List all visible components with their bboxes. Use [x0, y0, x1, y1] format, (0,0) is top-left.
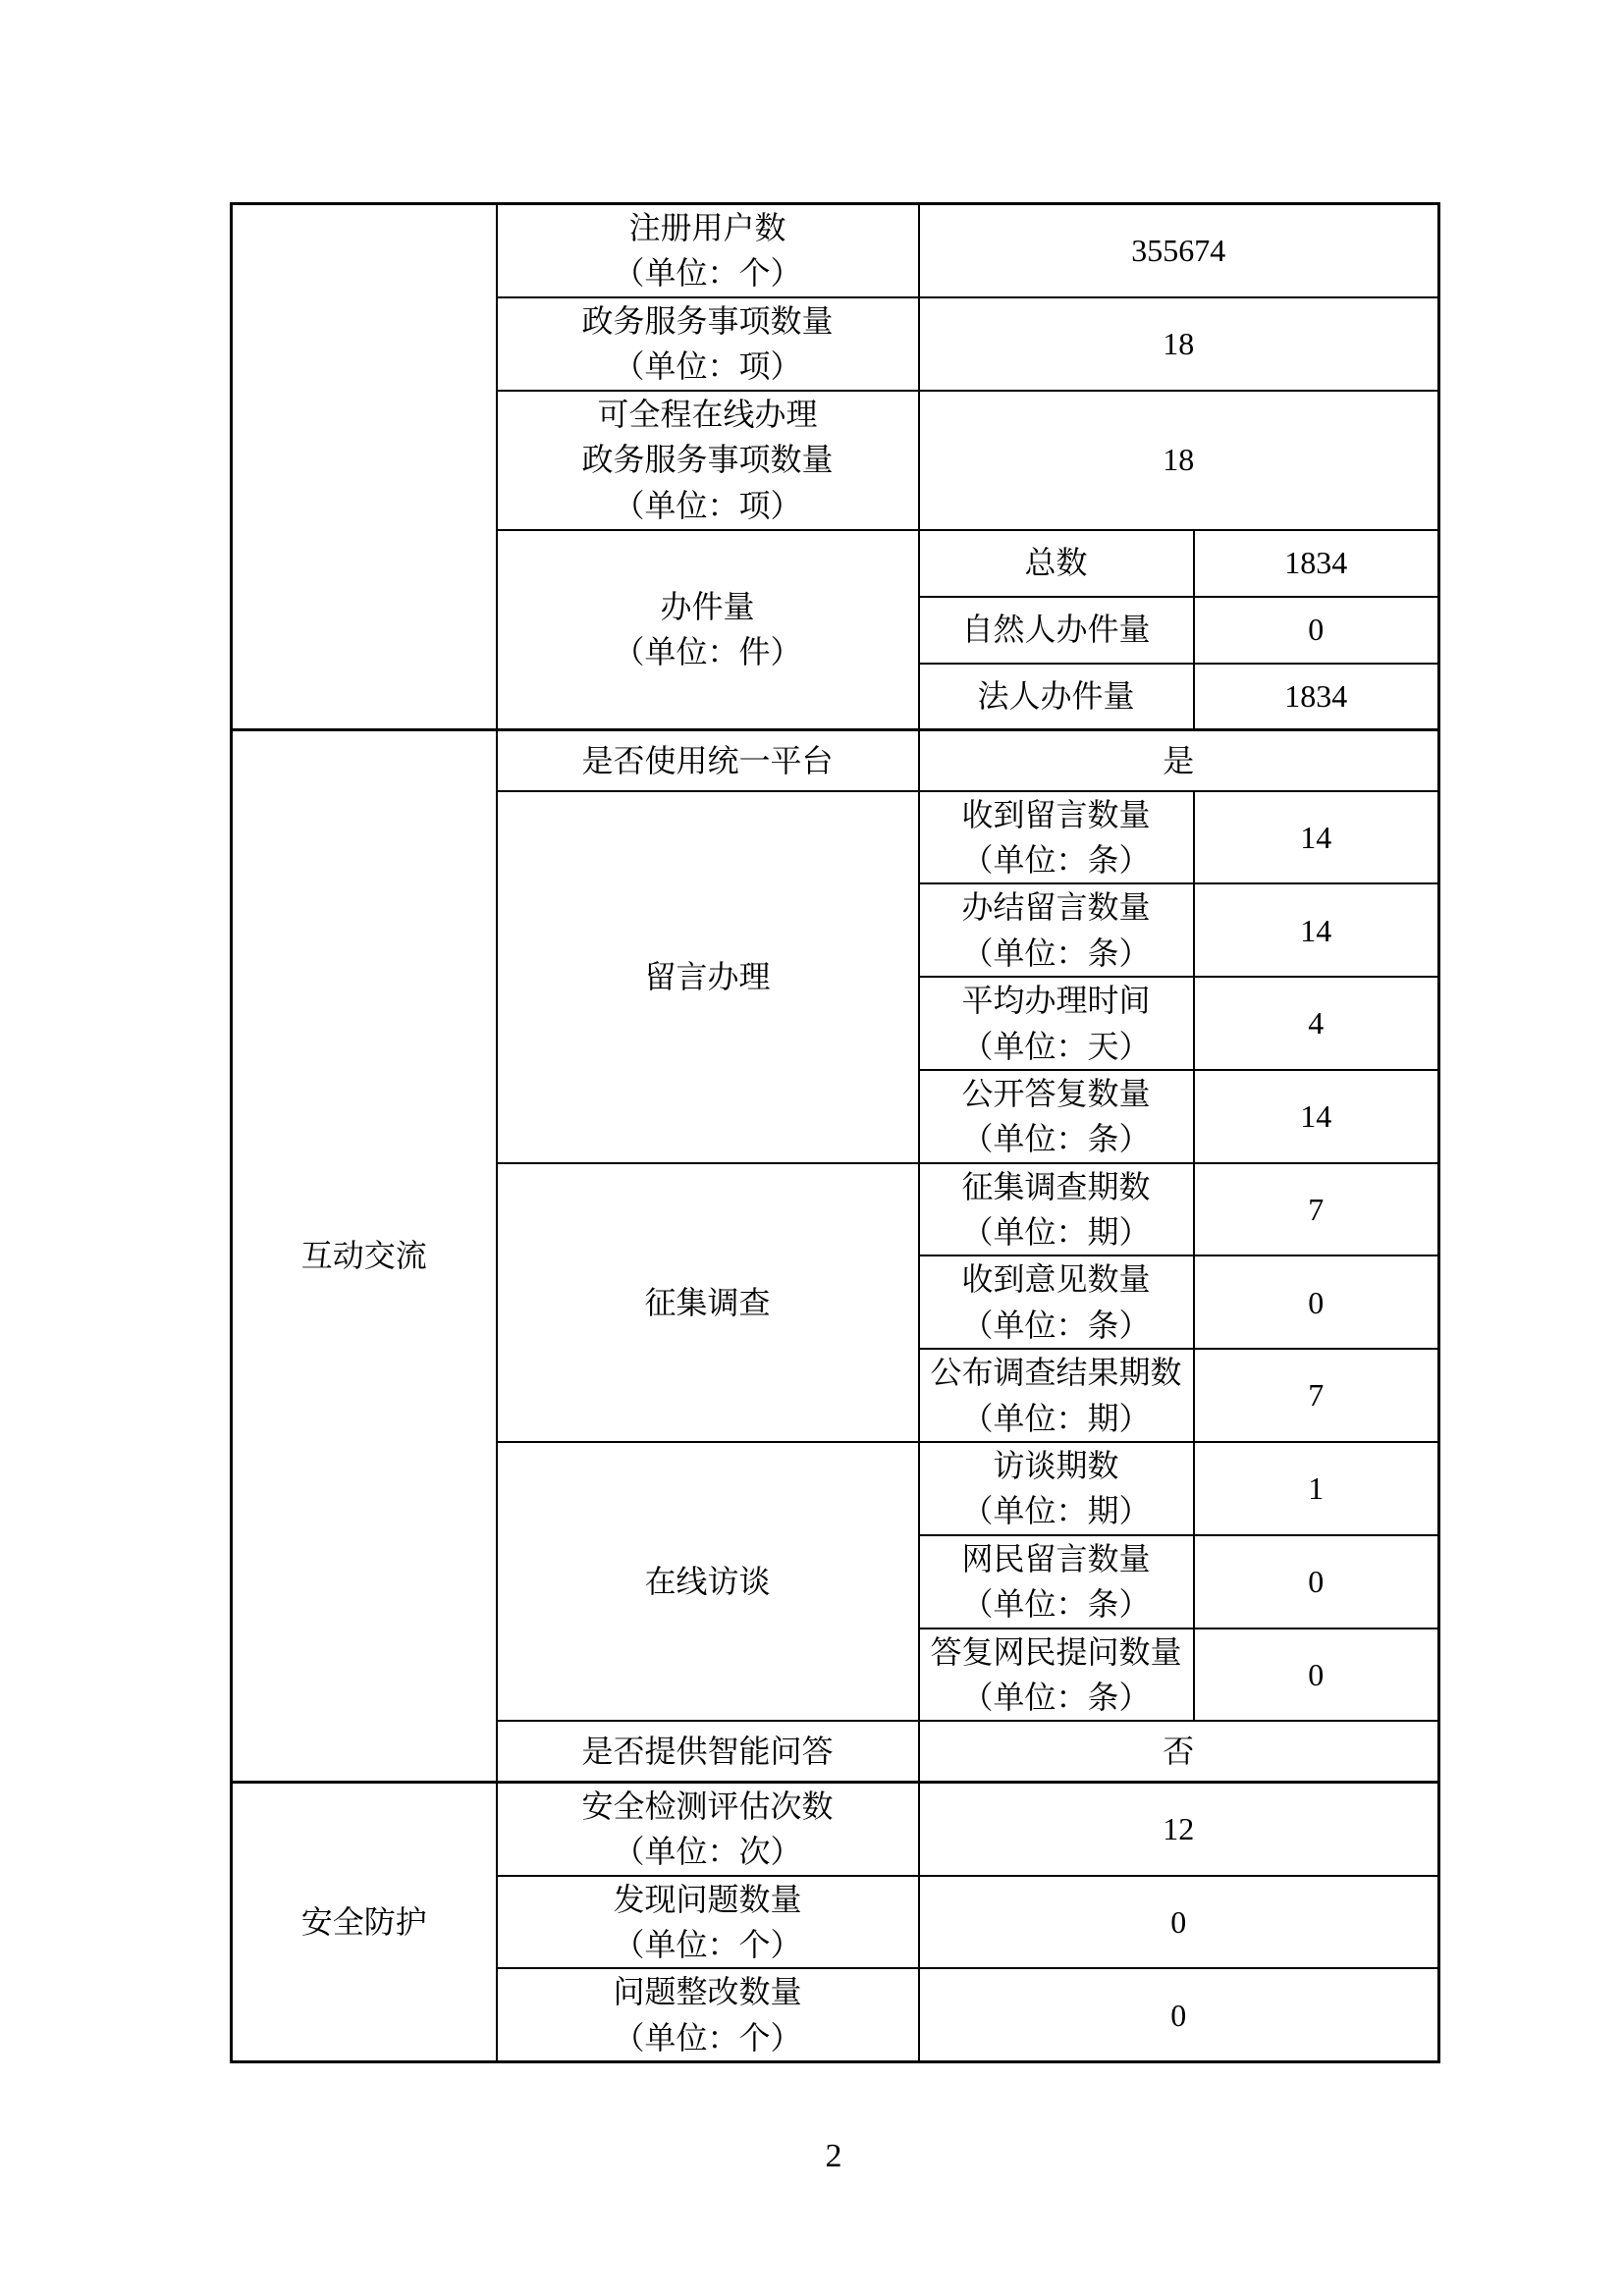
unified-platform-value-cell	[919, 730, 1439, 791]
submetric-value: 1834	[1284, 678, 1348, 715]
metric-label-line2: 政务服务事项数量	[581, 442, 834, 478]
submetric-unit: （单位：条）	[961, 934, 1151, 971]
group-label: 办件量	[660, 588, 755, 624]
survey-issues-label-cell	[919, 1163, 1194, 1256]
section-security-title-cell	[232, 1782, 497, 2061]
banjian-natural-value-cell	[1194, 597, 1439, 664]
opinions-received-label-cell	[919, 1255, 1194, 1349]
interview-issues-value-cell	[1194, 1442, 1439, 1535]
metric-unit: （单位：个）	[613, 1927, 802, 1963]
metric-unit: （单位：个）	[613, 255, 802, 292]
smart-qa-value-cell	[919, 1721, 1439, 1782]
metric-label: 政务服务事项数量	[581, 302, 834, 339]
group-label: 征集调查	[644, 1284, 771, 1320]
survey-issues-value-cell	[1194, 1163, 1439, 1256]
submetric-unit: （单位：条）	[961, 1679, 1151, 1715]
submetric-value: 1834	[1284, 545, 1348, 581]
submetric-value: 0	[1308, 612, 1325, 648]
metric-label: 可全程在线办理	[597, 396, 818, 432]
service-items-label-cell	[497, 297, 919, 391]
banjian-total-value-cell	[1194, 530, 1439, 597]
metric-unit: （单位：次）	[613, 1834, 802, 1870]
metric-label: 安全检测评估次数	[581, 1788, 834, 1824]
metric-value: 18	[1163, 442, 1195, 478]
online-service-items-value-cell	[919, 391, 1439, 530]
submetric-label: 公开答复数量	[961, 1075, 1151, 1111]
messages-resolved-value-cell	[1194, 883, 1439, 977]
messages-received-label-cell	[919, 791, 1194, 884]
opinions-received-value-cell	[1194, 1255, 1439, 1349]
page-number: 2	[825, 2138, 842, 2174]
online-service-items-label-cell	[497, 391, 919, 530]
submetric-value: 7	[1308, 1191, 1325, 1227]
metric-unit: （单位：项）	[613, 487, 802, 523]
submetric-label: 公布调查结果期数	[930, 1355, 1182, 1391]
report-table	[230, 202, 1440, 2063]
submetric-value: 14	[1300, 1098, 1332, 1135]
submetric-label: 收到意见数量	[961, 1261, 1151, 1298]
smart-qa-label-cell	[497, 1721, 919, 1782]
group-label: 留言办理	[644, 958, 771, 994]
submetric-label: 网民留言数量	[961, 1540, 1151, 1576]
table-row	[232, 1782, 1439, 1875]
submetric-label: 答复网民提问数量	[930, 1633, 1182, 1670]
banjian-group-label-cell	[497, 530, 919, 730]
problems-found-value-cell	[919, 1876, 1439, 1969]
message-handling-group-label-cell	[497, 791, 919, 1163]
submetric-unit: （单位：条）	[961, 1121, 1151, 1157]
metric-value: 355674	[1131, 233, 1226, 269]
metric-label: 发现问题数量	[613, 1881, 802, 1917]
interview-group-label-cell	[497, 1442, 919, 1721]
survey-results-label-cell	[919, 1349, 1194, 1442]
service-items-value-cell	[919, 297, 1439, 391]
registered-users-value-cell	[919, 204, 1439, 297]
submetric-value: 4	[1308, 1005, 1325, 1041]
submetric-unit: （单位：条）	[961, 841, 1151, 878]
submetric-value: 0	[1308, 1656, 1325, 1692]
submetric-unit: （单位：期）	[961, 1493, 1151, 1529]
avg-handling-time-value-cell	[1194, 977, 1439, 1070]
metric-label: 问题整改数量	[613, 1974, 802, 2010]
submetric-label: 自然人办件量	[961, 612, 1151, 648]
avg-handling-time-label-cell	[919, 977, 1194, 1070]
metric-unit: （单位：个）	[613, 2019, 802, 2056]
metric-value: 0	[1170, 1903, 1187, 1940]
submetric-unit: （单位：期）	[961, 1400, 1151, 1436]
netizen-replies-value-cell	[1194, 1629, 1439, 1722]
section-top-blank-cell	[232, 204, 497, 730]
metric-value: 否	[1163, 1733, 1195, 1769]
metric-value: 18	[1163, 325, 1195, 361]
report-table-container	[230, 202, 1437, 2063]
metric-value: 是	[1163, 742, 1195, 778]
submetric-label: 法人办件量	[977, 678, 1135, 715]
metric-label: 是否提供智能问答	[581, 1733, 834, 1769]
section-title: 互动交流	[300, 1238, 427, 1274]
submetric-unit: （单位：天）	[961, 1028, 1151, 1064]
group-unit: （单位：件）	[613, 634, 802, 670]
submetric-value: 0	[1308, 1564, 1325, 1599]
submetric-value: 14	[1300, 819, 1332, 855]
submetric-value: 0	[1308, 1284, 1325, 1320]
metric-label: 注册用户数	[628, 210, 786, 245]
submetric-label: 收到留言数量	[961, 796, 1151, 832]
submetric-label: 总数	[1024, 545, 1088, 581]
survey-group-label-cell	[497, 1163, 919, 1442]
unified-platform-label-cell	[497, 730, 919, 791]
metric-value: 0	[1170, 1997, 1187, 2033]
survey-results-value-cell	[1194, 1349, 1439, 1442]
section-interaction-title-cell	[232, 730, 497, 1783]
metric-value: 12	[1163, 1811, 1195, 1847]
submetric-label: 办结留言数量	[961, 889, 1151, 926]
banjian-legal-value-cell	[1194, 664, 1439, 730]
problems-found-label-cell	[497, 1876, 919, 1969]
submetric-value: 7	[1308, 1377, 1325, 1414]
banjian-legal-label-cell	[919, 664, 1194, 730]
section-title: 安全防护	[300, 1903, 427, 1940]
submetric-label: 征集调查期数	[961, 1168, 1151, 1204]
messages-resolved-label-cell	[919, 883, 1194, 977]
table-row	[232, 730, 1439, 791]
metric-label: 是否使用统一平台	[581, 742, 834, 778]
banjian-total-label-cell	[919, 530, 1194, 597]
submetric-unit: （单位：条）	[961, 1586, 1151, 1623]
group-label: 在线访谈	[644, 1564, 771, 1599]
submetric-unit: （单位：期）	[961, 1214, 1151, 1251]
table-row	[232, 204, 1439, 297]
public-replies-value-cell	[1194, 1070, 1439, 1163]
netizen-replies-label-cell	[919, 1629, 1194, 1722]
security-checks-label-cell	[497, 1782, 919, 1875]
submetric-unit: （单位：条）	[961, 1307, 1151, 1343]
submetric-value: 14	[1300, 912, 1332, 948]
messages-received-value-cell	[1194, 791, 1439, 884]
public-replies-label-cell	[919, 1070, 1194, 1163]
metric-unit: （单位：项）	[613, 348, 802, 385]
netizen-messages-label-cell	[919, 1535, 1194, 1629]
registered-users-label-cell	[497, 204, 919, 297]
netizen-messages-value-cell	[1194, 1535, 1439, 1629]
security-checks-value-cell	[919, 1782, 1439, 1875]
problems-fixed-value-cell	[919, 1968, 1439, 2061]
interview-issues-label-cell	[919, 1442, 1194, 1535]
submetric-label: 访谈期数	[993, 1448, 1119, 1484]
submetric-value: 1	[1308, 1470, 1325, 1507]
banjian-natural-label-cell	[919, 597, 1194, 664]
submetric-label: 平均办理时间	[961, 983, 1151, 1019]
problems-fixed-label-cell	[497, 1968, 919, 2061]
